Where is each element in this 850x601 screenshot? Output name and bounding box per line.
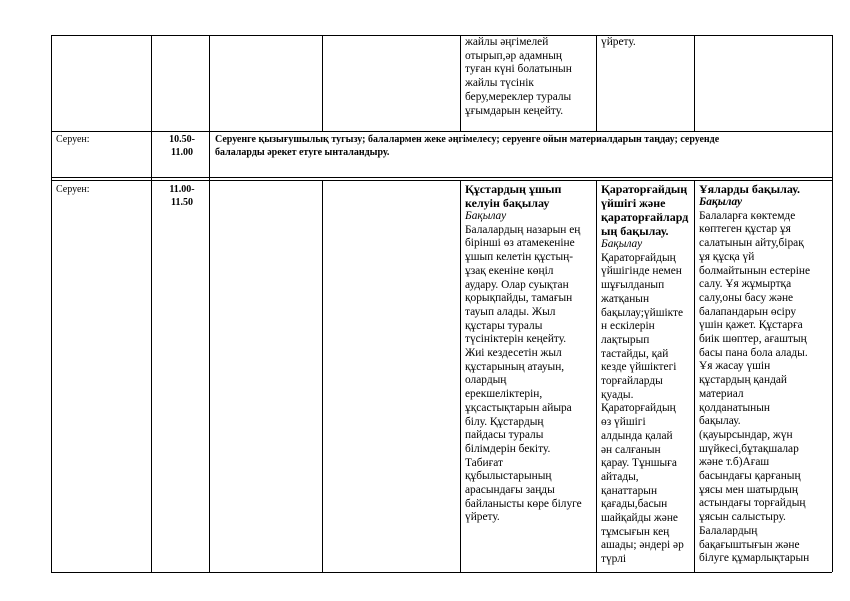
- table-border-top: [51, 35, 832, 36]
- col-line-3a: [322, 35, 323, 131]
- seruen2-col5-body: Балалардың назарын ең бірінші өз атамекеніне ұшып келетін құстың- ұзақ екеніне көңіл аудару. Олар суықтан қорықпайды, тамағын тауып алады. Жыл құстары туралы түсініктерін кеңейту. Жиі кездесетін жыл құстарының атауын, олардың ерекшеліктерін, ұқсастықтарын айыра білу. Құстардың пайдасы туралы білімдерін бекіту. Табиғат құбылыстарының арасындағы заңды байланысты көре білуге үйрету.: [465, 223, 582, 524]
- row-divider-3: [51, 180, 832, 181]
- seruen2-col7-cell: [699, 182, 831, 566]
- seruen2-col5-cell: [465, 182, 595, 525]
- seruen2-col5-title: Құстардың ұшып келуін бақылау: [465, 182, 562, 210]
- seruen2-time: 11.00- 11.50: [169, 184, 195, 208]
- col-line-7: [832, 35, 833, 572]
- col-line-5a: [596, 35, 597, 131]
- seruen2-col6-title: Қараторғайдың үйшігі және қараторғайлард ың бақылау.: [601, 182, 689, 238]
- col-line-3b: [322, 180, 323, 572]
- seruen2-label: Серуен:: [56, 184, 90, 195]
- seruen1-label: Серуен:: [56, 134, 90, 145]
- seruen2-col6-subtitle: Бақылау: [601, 238, 643, 250]
- col-line-5b: [596, 180, 597, 572]
- row-divider-2: [51, 177, 832, 178]
- row-divider-1: [51, 131, 832, 132]
- top-row-col6-text: үйрету.: [601, 36, 636, 48]
- col-line-0: [51, 35, 52, 572]
- top-row-col5-text: жайлы әңгімелей отырып,әр адамның туған күні болатынын жайлы түсінік беру,мереклер туралы ұғымдарын кеңейту.: [465, 36, 572, 117]
- seruen1-description: Серуенге қызығушылық тугызу; балалармен жеке әңгімелесу; серуенге ойын материалдарын таңдау; серуенде балаларды әрекет етуге ынталандыру.: [215, 134, 720, 158]
- seruen1-time: 10.50- 11.00: [169, 134, 195, 158]
- col-line-6a: [694, 35, 695, 131]
- col-line-6b: [694, 180, 695, 572]
- seruen2-col7-subtitle: Бақылау: [699, 196, 743, 208]
- seruen2-col5-subtitle: Бақылау: [465, 210, 507, 222]
- seruen2-col6-cell: [601, 182, 694, 567]
- col-line-1: [151, 35, 152, 572]
- table-border-bottom: [51, 572, 832, 573]
- seruen2-col7-title: Ұяларды бақылау.: [699, 182, 801, 196]
- col-line-2: [209, 35, 210, 572]
- col-line-4b: [460, 180, 461, 572]
- col-line-4a: [460, 35, 461, 131]
- seruen2-col7-body: Балаларға көктемде көптеген құстар ұя салатынын айту,бірақ ұя құсқа үй болмайтынын естеріне салу. Ұя жұмыртқа салу,оны басу және балапандарын өсіру үшін қажет. Құстарға биік шөптер, ағаштың басы пана бола алады. Ұя жасау үшін құстардың қандай материал қолданатынын бақылау. (қауырсындар, жүн шүйкесі,бұтақшалар және т.б)Ағаш басындағы қарғаның ұясы мен шатырдың астындағы торғайдың ұясын салыстыру. Балалардың бақағыштығын және білуге құмарлықтарын: [699, 209, 811, 565]
- seruen2-col6-body: Қараторғайдың үйшігінде немен шұғылданып жатқанын бақылау;үйшікте н ескілерін лақтырып тастайды, қай кезде үйшіктегі торғайларды қуады. Қараторғайдың өз үйшігі алдында қалай ән салғанын қарау. Тұншыға айтады, қанаттарын қағады,басын шайқайды және тұмсығын кең ашады; әндері әр түрлі: [601, 251, 684, 566]
